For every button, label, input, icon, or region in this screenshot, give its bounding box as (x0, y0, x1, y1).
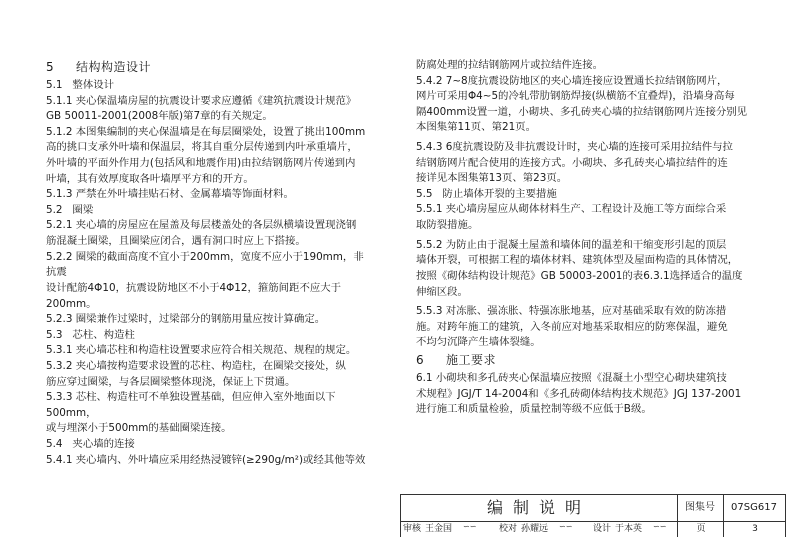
text-line: 5.3 芯柱、构造柱 (46, 328, 135, 341)
text-line: 术规程》JGJ/T 14-2004和《多孔砖砌体结构技术规范》JGJ 137-2001 (416, 387, 742, 400)
text-line: 或与埋深小于500mm的基础圈梁连接。 (46, 422, 232, 435)
section-title: 施工要求 (446, 352, 497, 367)
text-line: 5.3.3 芯柱、构造柱可不单独设置基础，但应伸入室外地面以下500mm， (46, 391, 336, 419)
text-line: 5.2 圈梁 (46, 203, 94, 216)
section-number: 5 (46, 60, 55, 74)
text-line: 进行施工和质量检验，质量控制等级不应低于B级。 (416, 403, 652, 416)
text-line: 施。对跨年施工的建筑，入冬前应对地基采取相应的防寒保温，避免 (416, 320, 728, 333)
text-line: 叶墙，其有效厚度取各叶墙厚平方和的开方。 (46, 172, 254, 185)
text-line: 设计配筋4Φ10，抗震设防地区不小于4Φ12，箍筋间距不应大于200mm。 (46, 281, 342, 310)
text-line: 5.2.3 圈梁兼作过梁时，过梁部分的钢筋用量应按计算确定。 (46, 313, 326, 326)
text-line: 伸缩区段。 (416, 285, 468, 298)
text-line: 筋应穿过圈梁，与各层圈梁整体现浇，保证上下贯通。 (46, 375, 296, 388)
text-line: 高的挑口支承外叶墙和保温层，将其自重分层传递到内叶承重墙片， (46, 141, 358, 154)
page-number: 3 (723, 521, 786, 537)
section-heading (416, 351, 762, 369)
review-name: 王金国 (425, 524, 453, 534)
review-signature: ∽∽ (463, 522, 477, 531)
text-line: 网片可采用Φ4~5的冷轧带肋钢筋焊接(纵横筋不宜叠焊)，沿墙身高每 (416, 90, 735, 103)
text-line: 本图集第11页、第21页。 (416, 121, 536, 134)
section-title: 结构构造设计 (76, 60, 152, 74)
text-line: 5.4.2 7~8度抗震设防地区的夹心墙连接应设置通长拉结钢筋网片， (416, 74, 728, 87)
text-line: 5.5 防止墙体开裂的主要措施 (416, 187, 557, 200)
text-line: 墙体开裂，可根据工程的墙体材料、建筑体型及屋面构造的具体情况， (416, 254, 739, 267)
review-label: 审核 (402, 524, 421, 534)
text-line: 6.1 小砌块和多孔砖夹心保温墙应按照《混凝土小型空心砌块建筑技 (416, 371, 727, 384)
check-name: 孙耀远 (521, 524, 549, 534)
design-name: 于本英 (615, 524, 643, 534)
text-line: GB 50011-2001(2008年版)第7章的有关规定。 (46, 110, 273, 123)
text-line: 5.4.3 6度抗震设防及非抗震设计时，夹心墙的连接可采用拉结件与拉 (416, 141, 733, 154)
text-line: 筋混凝土圈梁，且圈梁应闭合，遇有洞口时应上下搭接。 (46, 235, 306, 248)
text-line: 5.4 夹心墙的连接 (46, 438, 135, 451)
text-line: 外叶墙的平面外作用力(包括风和地震作用)由拉结钢筋网片传递到内 (46, 157, 356, 170)
text-line: 5.1.2 本图集编制的夹心保温墙是在每层圈梁处，设置了挑出100mm (46, 125, 366, 138)
text-line: 5.4.1 夹心墙内、外叶墙应采用经热浸镀锌(≥290g/m²)或经其他等效 (46, 453, 366, 466)
text-line: 5.1.3 严禁在外叶墙挂贴石材、金属幕墙等饰面材料。 (46, 188, 294, 201)
text-line: 5.5.3 对冻胀、强冻胀、特强冻胀地基，应对基础采取有效的防冻措 (416, 305, 727, 318)
text-line: 接详见本图集第13页、第23页。 (416, 172, 568, 185)
design-signature: ∽∽ (653, 522, 667, 531)
check-signature: ∽∽ (559, 522, 573, 531)
text-line: 隔400mm设置一道，小砌块、多孔砖夹心墙的拉结钢筋网片连接分别见 (416, 105, 748, 118)
design-label: 设计 (592, 524, 611, 534)
atlas-number: 07SG617 (723, 495, 785, 522)
title-block (400, 494, 786, 537)
text-line: 结钢筋网片配合使用的连接方式。小砌块、多孔砖夹心墙拉结件的连 (416, 156, 728, 169)
atlas-number-label: 图集号 (677, 495, 724, 522)
check-label: 校对 (498, 524, 517, 534)
text-line: 取防裂措施。 (416, 219, 479, 232)
left-column (46, 58, 368, 468)
page-label: 页 (677, 521, 724, 537)
section-number: 6 (416, 352, 425, 367)
text-line: 不均匀沉降产生墙体裂缝。 (416, 336, 541, 349)
section-heading (46, 58, 368, 76)
text-line: 5.3.2 夹心墙按构造要求设置的芯柱、构造柱，在圈梁交接处，纵 (46, 359, 346, 372)
text-line: 5.5.2 为防止由于混凝土屋盖和墙体间的温差和干缩变形引起的顶层 (416, 238, 727, 251)
text-line: 5.3.1 夹心墙芯柱和构造柱设置要求应符合相关规范、规程的规定。 (46, 344, 357, 357)
text-line: 5.1.1 夹心保温墙房屋的抗震设计要求应遵循《建筑抗震设计规范》 (46, 94, 357, 107)
text-line: 按照《砌体结构设计规范》GB 50003-2001的表6.3.1选择适合的温度 (416, 269, 743, 282)
text-line: 5.5.1 夹心墙房屋应从砌体材料生产、工程设计及施工等方面综合采 (416, 203, 727, 216)
text-line: 5.2.1 夹心墙的房屋应在屋盖及每层楼盖处的各层纵横墙设置现浇钢 (46, 219, 357, 232)
text-line: 5.2.2 圈梁的截面高度不宜小于200mm，宽度不应小于190mm，非抗震 (46, 250, 364, 279)
document-title: 编制说明 (401, 495, 678, 522)
text-line: 5.1 整体设计 (46, 79, 114, 91)
right-column (416, 58, 762, 418)
text-line: 防腐处理的拉结钢筋网片或拉结件连接。 (416, 59, 604, 71)
